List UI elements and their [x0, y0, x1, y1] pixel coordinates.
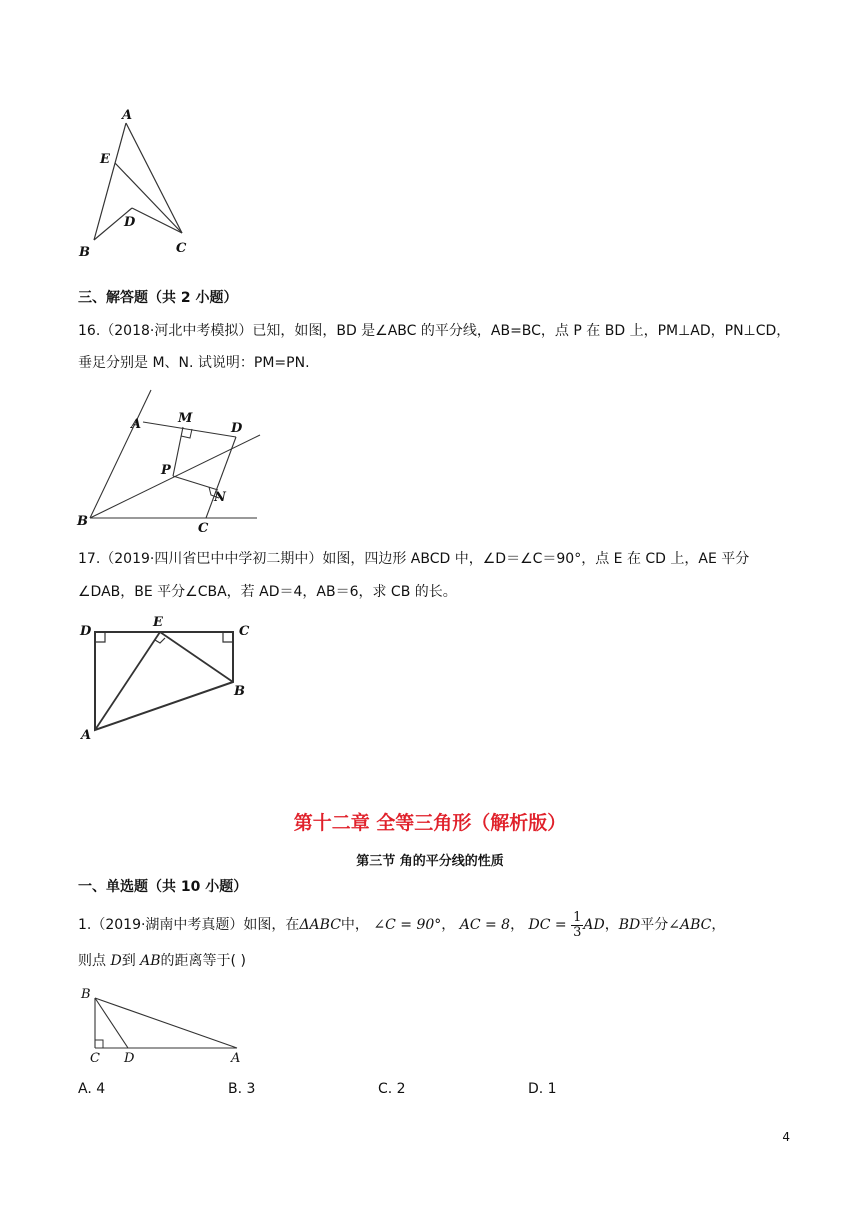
label-a: A	[231, 1051, 241, 1066]
label-c: C	[176, 241, 187, 256]
q1-option-d[interactable]: D. 1	[528, 1081, 557, 1097]
q17-text-line1: 17.（2019·四川省巴中中学初二期中）如图，四边形 ABCD 中，∠D＝∠C＝90°，点 E 在 CD 上，AE 平分	[78, 551, 750, 567]
label-p: P	[161, 463, 171, 478]
label-b: B	[77, 514, 88, 529]
label-e: E	[100, 152, 110, 167]
q1-option-b[interactable]: B. 3	[228, 1081, 256, 1097]
q1-line2-ab: AB	[140, 953, 161, 969]
q1-abc: ∠ABC	[668, 917, 712, 933]
label-n: N	[214, 490, 226, 505]
label-a: A	[122, 108, 133, 123]
label-d: D	[124, 215, 136, 230]
q1-option-a[interactable]: A. 4	[78, 1081, 106, 1097]
q1-zhong: 中，	[340, 917, 369, 933]
q1-bd: BD	[618, 917, 641, 933]
figure-top	[70, 105, 200, 265]
q1-frac-den: 3	[573, 924, 582, 940]
label-b: B	[234, 684, 245, 699]
label-c: C	[239, 624, 250, 639]
q1-line2-c: 的距离等于( )	[160, 953, 246, 969]
label-d: D	[80, 624, 92, 639]
label-e: E	[153, 615, 163, 630]
q1-angle-c: ∠C = 90°	[373, 917, 442, 933]
label-b: B	[81, 987, 91, 1002]
q1-pingfen: 平分	[640, 917, 669, 933]
section-title: 第三节 角的平分线的性质	[356, 854, 504, 869]
q17-figure	[75, 612, 265, 747]
q1-prefix: 1.（2019·湖南中考真题）如图，在	[78, 917, 300, 933]
q1-text-line2	[78, 951, 246, 971]
q1-ac: AC = 8	[459, 917, 511, 933]
label-d: D	[231, 421, 243, 436]
q16-figure	[75, 380, 270, 535]
q17-text-line2: ∠DAB，BE 平分∠CBA，若 AD＝4，AB＝6，求 CB 的长。	[78, 584, 457, 600]
q1-figure	[75, 982, 255, 1067]
q1-sep1: ，	[441, 917, 456, 933]
q16-text-line2: 垂足分别是 M、N. 试说明：PM=PN.	[78, 355, 310, 371]
q1-option-c[interactable]: C. 2	[378, 1081, 406, 1097]
q1-line2-a: 则点	[78, 953, 111, 969]
q1-sep3: ，	[604, 917, 619, 933]
section-heading-answer: 三、解答题（共 2 小题）	[78, 290, 238, 306]
q1-sep2: ，	[510, 917, 525, 933]
q1-end: ，	[711, 917, 726, 933]
label-d: D	[124, 1051, 135, 1066]
chapter-title: 第十二章 全等三角形（解析版）	[293, 812, 567, 834]
q1-fraction	[571, 911, 583, 940]
q1-triangle: ΔABC	[299, 917, 341, 933]
label-m: M	[178, 411, 193, 426]
q1-frac-num: 1	[573, 909, 582, 925]
q1-line2-b: 到	[121, 953, 141, 969]
section-heading-single-choice: 一、单选题（共 10 小题）	[78, 879, 248, 895]
label-b: B	[79, 245, 90, 260]
label-c: C	[90, 1051, 100, 1066]
label-a: A	[131, 417, 142, 432]
label-c: C	[198, 521, 209, 535]
q1-line2-d: D	[110, 953, 122, 969]
q1-ad: AD	[583, 917, 605, 933]
q1-text-line1	[78, 907, 725, 943]
page-number: 4	[782, 1130, 790, 1144]
q1-dc: DC =	[528, 917, 567, 933]
label-a: A	[81, 728, 92, 743]
q16-text-line1: 16.（2018·河北中考模拟）已知，如图，BD 是∠ABC 的平分线，AB=BC，点 P 在 BD 上，PM⊥AD，PN⊥CD，	[78, 323, 791, 339]
